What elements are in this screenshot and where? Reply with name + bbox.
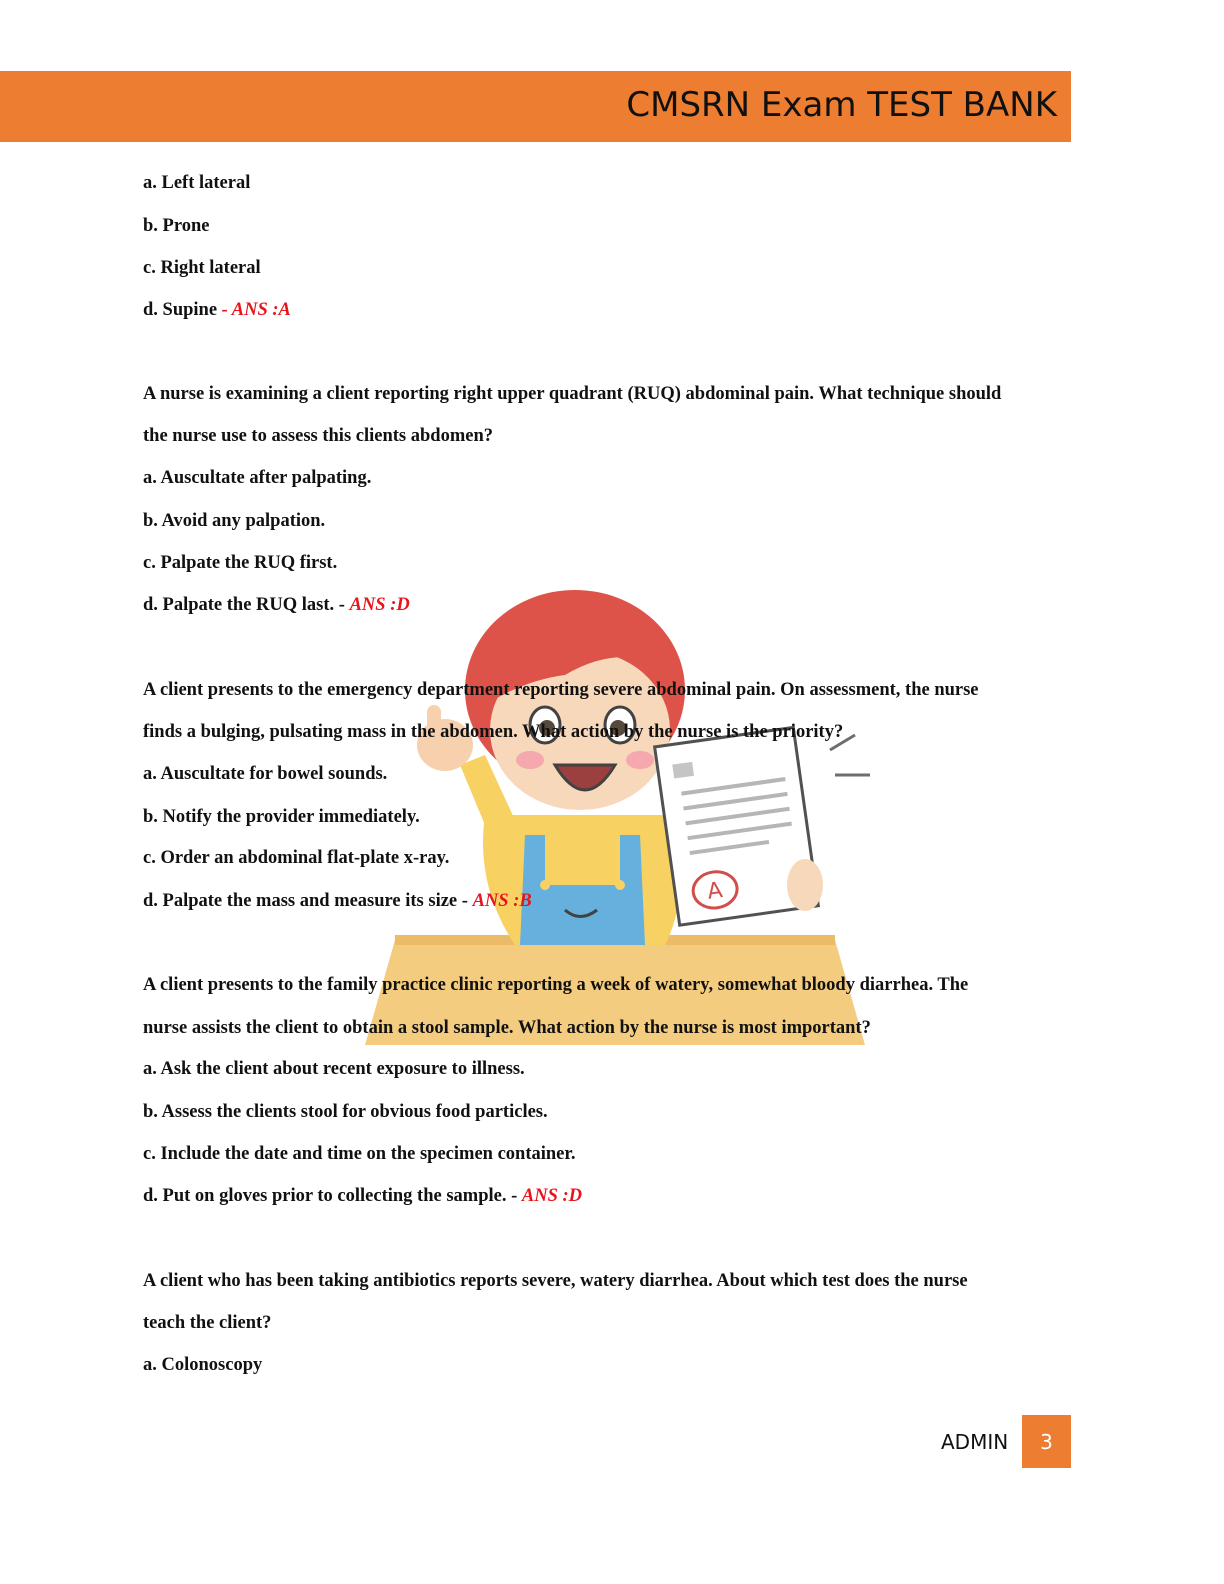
option-text: d. Palpate the RUQ last.: [143, 595, 335, 615]
option-text: d. Supine: [143, 300, 218, 320]
svg-text:A: A: [705, 878, 725, 905]
question-stem: teach the client?: [143, 1313, 272, 1333]
question-stem: A client presents to the emergency department reporting severe abdominal pain. On assessment, the nurse: [143, 680, 979, 700]
answer-key: ANS :D: [349, 595, 410, 615]
option-d: [143, 300, 291, 321]
answer-separator: -: [506, 1186, 522, 1206]
answer-separator: -: [457, 891, 473, 911]
footer-author: ADMIN: [941, 1430, 1009, 1454]
option-c: c. Palpate the RUQ first.: [143, 553, 338, 573]
header-bar: [0, 71, 1071, 142]
option-a: a. Auscultate for bowel sounds.: [143, 764, 388, 784]
question-stem: nurse assists the client to obtain a stool sample. What action by the nurse is most important?: [143, 1018, 871, 1038]
option-c: c. Right lateral: [143, 258, 261, 278]
page-number-box: [1022, 1415, 1071, 1468]
option-d: [143, 1186, 582, 1207]
option-b: b. Assess the clients stool for obvious food particles.: [143, 1102, 548, 1122]
option-c: c. Include the date and time on the specimen container.: [143, 1144, 576, 1164]
option-a: a. Colonoscopy: [143, 1355, 263, 1375]
page-number: 3: [1040, 1429, 1053, 1454]
option-c: c. Order an abdominal flat-plate x-ray.: [143, 848, 450, 868]
option-text: d. Put on gloves prior to collecting the sample.: [143, 1186, 507, 1206]
answer-separator: -: [217, 300, 232, 320]
option-b: b. Notify the provider immediately.: [143, 807, 420, 827]
answer-key: ANS :B: [472, 891, 532, 911]
question-stem: A client who has been taking antibiotics reports severe, watery diarrhea. About which test does the nurse: [143, 1271, 968, 1291]
option-b: b. Avoid any palpation.: [143, 511, 326, 531]
question-stem: A nurse is examining a client reporting right upper quadrant (RUQ) abdominal pain. What technique should: [143, 384, 1002, 404]
option-a: a. Left lateral: [143, 173, 251, 193]
option-text: d. Palpate the mass and measure its size: [143, 891, 458, 911]
answer-separator: -: [334, 595, 350, 615]
option-d: [143, 595, 410, 616]
question-stem: A client presents to the family practice clinic reporting a week of watery, somewhat bloody diarrhea. The: [143, 975, 969, 995]
question-stem: finds a bulging, pulsating mass in the abdomen. What action by the nurse is the priority?: [143, 722, 844, 742]
option-a: a. Ask the client about recent exposure to illness.: [143, 1059, 525, 1079]
option-a: a. Auscultate after palpating.: [143, 468, 372, 488]
option-b: b. Prone: [143, 216, 210, 236]
answer-key: ANS :D: [521, 1186, 583, 1206]
document-title: CMSRN Exam TEST BANK: [626, 85, 1057, 125]
option-d: [143, 891, 532, 912]
answer-key: ANS :A: [231, 300, 291, 320]
question-stem: the nurse use to assess this clients abdomen?: [143, 426, 493, 446]
